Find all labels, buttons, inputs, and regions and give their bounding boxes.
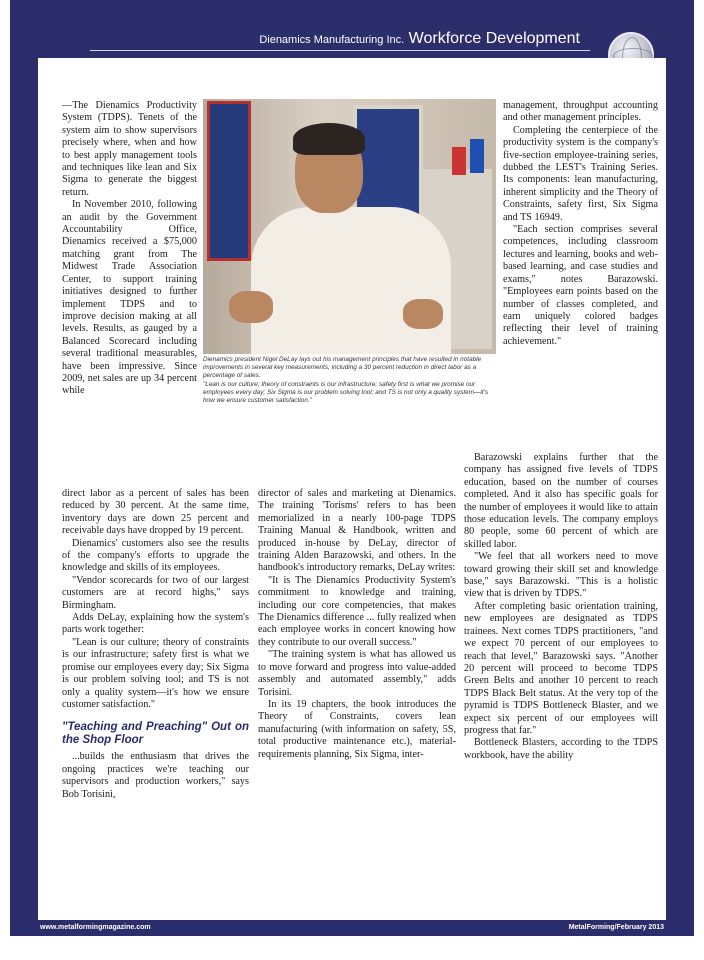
- wall-poster: [207, 101, 251, 261]
- paragraph: "Lean is our culture; theory of constraints is our infrastructure; safety first is what we promise our employees every day; Six Sigma is our problem solving tool; and TS is not only a quality system—it's how we ensure customer satisfaction.": [62, 636, 249, 710]
- footer-issue: MetalForming/February 2013: [568, 924, 664, 931]
- paragraph: Dienamics' customers also see the results of the company's efforts to upgrade the knowledge and skills of its employees.: [62, 537, 249, 574]
- paragraph: director of sales and marketing at Dienamics. The training 'Torisms' refers to has been memorialized in a nearly 100-page TDPS Training Manual & Handbook, written and produced in-house by DeLay, director of training Alden Barazowski, and others. In the handbook's introductory remarks, DeLay writes:: [258, 488, 456, 574]
- paragraph: Completing the centerpiece of the productivity system is the company's five-section employee-training series, dubbed the LEST's Training Series. Its components: lean manufacturing, inherent simplicity and the Theory of Constraints, safety first, Six Sigma and TS 16949.: [503, 124, 658, 223]
- paragraph: ...builds the enthusiasm that drives the ongoing practices we're teaching our supervisors and production workers," says Bob Torisini,: [62, 751, 249, 800]
- paragraph: In its 19 chapters, the book introduces the Theory of Constraints, covers lean manufacturing (with information on safety, 5S, total productive maintenance etc.), material-requirements planning, Six Sigma, inter-: [258, 698, 456, 760]
- footer-url: www.metalformingmagazine.com: [40, 924, 151, 931]
- paragraph: "The training system is what has allowed us to move forward and progress into value-added assembly and automated assembly," adds Torisini.: [258, 649, 456, 698]
- paragraph: "Each section comprises several competences, including classroom lectures and learning, books and web-based learning, and case studies and exams," notes Barazowski. "Employees earn points based on the number of classes completed, and earn uniquely colored badges reflecting their level of training achievement.": [503, 224, 658, 347]
- header-company: Dienamics Manufacturing Inc.: [259, 34, 405, 46]
- column-left-top: [62, 100, 197, 398]
- column-right-top: [503, 100, 658, 348]
- paragraph: Barazowski explains further that the company has assigned five levels of TDPS education, based on the number of courses completed. And it also has specific goals for the number of employees it would like to attain those education levels. The company employs 80 people, some 60 percent of which are skilled labor.: [464, 452, 658, 550]
- column-middle: [258, 488, 456, 761]
- caption-quote: "Lean is our culture; theory of constraints is our infrastructure; safety first is what we promise our employees every day; Six Sigma is our problem solving tool; and TS is not only a quality system—it's how we ensure customer satisfaction.": [203, 381, 489, 404]
- column-right-lower: [464, 452, 658, 762]
- paragraph: "Vendor scorecards for two of our largest customers are at record highs," says Birmingham.: [62, 574, 249, 611]
- paragraph: In November 2010, following an audit by the Government Accountability Office, Dienamics received a $75,000 matching grant from The Midwest Trade Association Center, to support training initiatives designed to further implement TDPS and to improve decision making at all levels. Results, as gauged by a Balanced Scorecard including several traditional measurables, have been impressive. Since 2009, net sales are up 34 percent while: [62, 199, 197, 397]
- paragraph: direct labor as a percent of sales has been reduced by 30 percent. At the same time, inventory days are down 25 percent and receivable days have dropped by 19 percent.: [62, 488, 249, 537]
- caption-line: Dienamics president Nigel DeLay lays out his management principles that have resulted in notable improvements in several key measurements, including a 30 percent reduction in direct labor as a percentage of sales.: [203, 356, 482, 379]
- paragraph: management, throughput accounting and other management principles.: [503, 100, 658, 124]
- paragraph: After completing basic orientation training, new employees are designated as TDPS trainees. Next comes TDPS practitioners, "and we expect 70 percent of our employees to reach that level," Barazowski says. "Another 20 percent will proceed to become TDPS Green Belts and another 10 percent to reach TDPS Black Belt status. At the very top of the pyramid is TDPS Bottleneck Blaster, and we expect six percent of our employees will progress that far.": [464, 600, 658, 736]
- paragraph: —The Dienamics Productivity System (TDPS). Tenets of the system aim to show supervisors precisely where, when and how to best apply management tools and techniques like lean and Six Sigma to generate the biggest return.: [62, 100, 197, 198]
- header-rule: [90, 50, 590, 51]
- header-section: Workforce Development: [408, 30, 580, 47]
- paragraph: "It is The Dienamics Productivity System's commitment to knowledge and training, including our core competencies, that makes The Dienamics difference ... fully realized when each employee works in concert knowing how they contribute to our overall success.": [258, 574, 456, 648]
- photo-caption: [203, 356, 497, 406]
- person-body: [251, 207, 451, 354]
- paragraph: Bottleneck Blasters, according to the TDPS workbook, have the ability: [464, 737, 658, 761]
- running-header: [259, 30, 580, 48]
- paragraph: "We feel that all workers need to move toward growing their skill set and knowledge base," says Barazowski. "This is a holistic view that is driven by TDPS.": [464, 551, 658, 600]
- column-left-lower: [62, 488, 249, 801]
- subheading: "Teaching and Preaching" Out on the Shop Floor: [62, 721, 249, 747]
- paragraph: Adds DeLay, explaining how the system's parts work together:: [62, 612, 249, 636]
- header-bar: [38, 0, 666, 58]
- article-photo: [203, 99, 496, 354]
